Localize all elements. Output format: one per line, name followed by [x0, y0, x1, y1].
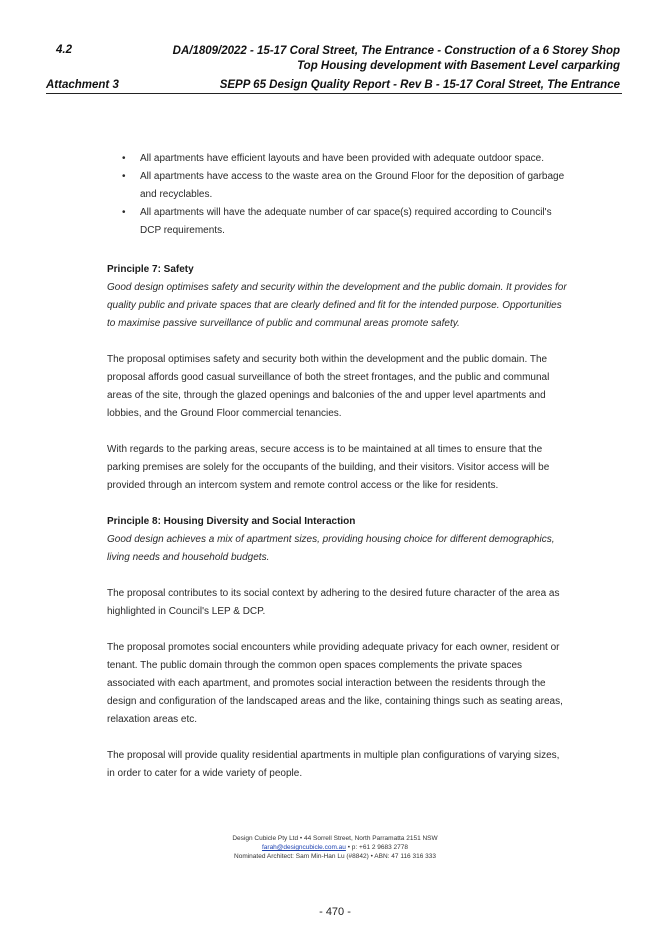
report-title-line2: Top Housing development with Basement Level carparking: [297, 60, 620, 72]
footer-phone: • p: +61 2 9683 2778: [345, 844, 409, 851]
list-item-text: All apartments have access to the waste area on the Ground Floor for the deposition of garbage and recyclables.: [140, 171, 565, 200]
footer-architect: Nominated Architect: Sam Min-Han Lu (#8842) • ABN: 47 116 316 333: [234, 853, 436, 860]
footer-contact: [0, 843, 670, 852]
principle-8-heading: Principle 8: Housing Diversity and Social Interaction: [107, 516, 356, 527]
report-title: [173, 44, 620, 74]
principle-7-paragraph-2: With regards to the parking areas, secure access is to be maintained at all times to ensure that the parking premises are solely for the occupants of the building, and their visitors. Visitor access will be provided through an intercom system and remote control access or the like for residents.: [107, 444, 550, 491]
report-subtitle: SEPP 65 Design Quality Report - Rev B - 15-17 Coral Street, The Entrance: [219, 79, 620, 91]
footer-email-link[interactable]: farah@designcubicle.com.au: [261, 844, 346, 851]
bullet-icon: •: [122, 171, 126, 182]
attachment-label: Attachment 3: [46, 79, 119, 91]
footer-address: Design Cubicle Pty Ltd • 44 Sorrell Street, North Parramatta 2151 NSW: [232, 835, 438, 842]
principle-8-paragraph-1: The proposal contributes to its social context by adhering to the desired future character of the area as highlighted in Council's LEP & DCP.: [107, 588, 560, 617]
page-footer: [0, 834, 670, 861]
principle-8-paragraph-3: The proposal will provide quality residential apartments in multiple plan configurations of varying sizes, in order to cater for a wide variety of people.: [107, 750, 560, 779]
report-title-line1: DA/1809/2022 - 15-17 Coral Street, The Entrance - Construction of a 6 Storey Shop: [172, 45, 620, 57]
list-item-text: All apartments will have the adequate number of car space(s) required according to Council's DCP requirements.: [140, 207, 552, 236]
principle-7-intro: Good design optimises safety and security within the development and the public domain. It provides for quality public and private spaces that are clearly defined and fit for the intended purpose. Opportunities to maximise passive surveillance of public and communal areas promote safety.: [107, 282, 567, 329]
principle-7-heading: Principle 7: Safety: [107, 264, 194, 275]
principle-8-intro: Good design achieves a mix of apartment sizes, providing housing choice for different demographics, living needs and household budgets.: [107, 534, 555, 563]
bullet-icon: •: [122, 207, 126, 218]
document-body: [107, 150, 567, 783]
agenda-item-number: 4.2: [56, 44, 72, 56]
list-item: [107, 168, 567, 204]
list-item: [107, 150, 567, 168]
principle-8-paragraph-2: The proposal promotes social encounters while providing adequate privacy for each owner, resident or tenant. The public domain through the common open spaces complements the private spaces associated with each apartment, and promotes social interaction between the residents through the design and configuration of the landscaped areas and the like, containing things such as seating areas, relaxation areas etc.: [107, 642, 563, 725]
principle-7-paragraph-1: The proposal optimises safety and security both within the development and the public domain. The proposal affords good casual surveillance of both the street frontages, and the public and communal areas of the site, through the glazed openings and balconies of the and upper level apartments and lobbies, and the Ground Floor commercial tenancies.: [107, 354, 550, 419]
list-item-text: All apartments have efficient layouts and have been provided with adequate outdoor space.: [140, 153, 544, 164]
list-item: [107, 204, 567, 240]
bullet-list: [107, 150, 567, 240]
page-header: [0, 44, 670, 74]
page-number: - 470 -: [319, 906, 351, 918]
header-divider: [46, 93, 622, 94]
bullet-icon: •: [122, 153, 126, 164]
